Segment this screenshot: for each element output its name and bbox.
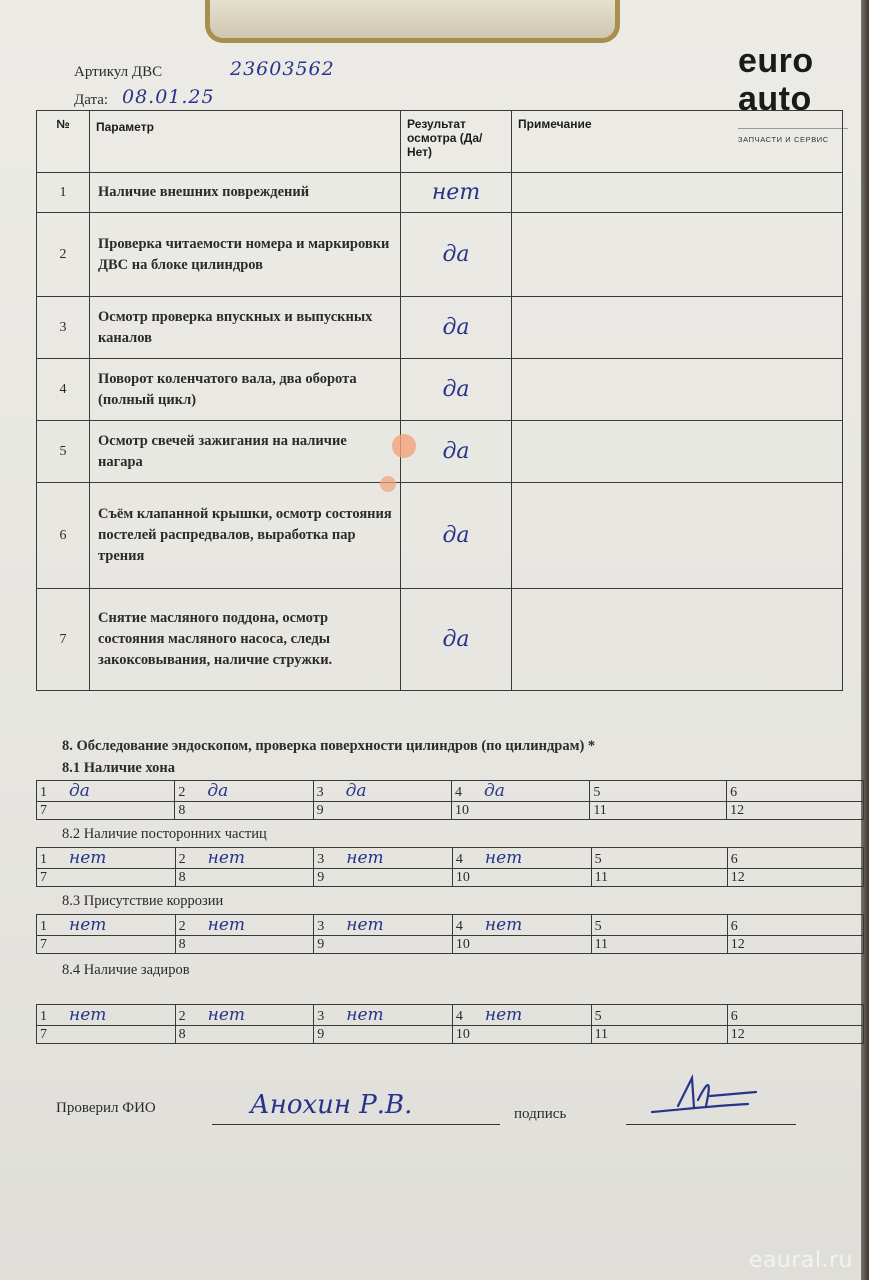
grid-cell: 5 — [590, 781, 727, 802]
cell-value: нет — [69, 848, 107, 868]
grid-cell: 6 — [727, 915, 863, 936]
row-param: Проверка читаемости номера и маркировки ДВС на блоке цилиндров — [90, 213, 401, 297]
grid-row — [37, 781, 864, 802]
grid-cell: 11 — [591, 1026, 727, 1044]
row-param: Осмотр свечей зажигания на наличие нагара — [90, 421, 401, 483]
grid-cell: 5 — [591, 1005, 727, 1026]
logo-line-2: auto — [738, 80, 812, 118]
grid-row — [37, 936, 864, 954]
row-param: Осмотр проверка впускных и выпускных каналов — [90, 297, 401, 359]
grid-cell: 10 — [451, 802, 589, 820]
clipboard-clip — [205, 0, 620, 43]
grid-cell: 12 — [727, 1026, 863, 1044]
header-result: Результат осмотра (Да/Нет) — [401, 111, 512, 173]
grid-cell: 3 нет — [314, 848, 453, 869]
grid-cell: 11 — [591, 936, 727, 954]
grid-cell: 10 — [452, 869, 591, 887]
table-header-row — [37, 111, 843, 173]
table-row — [37, 173, 843, 213]
grid-cell: 7 — [37, 869, 176, 887]
row-result: да — [401, 359, 512, 421]
grid-cell: 6 — [727, 1005, 863, 1026]
cell-value: нет — [484, 1005, 523, 1025]
cell-value: нет — [484, 848, 523, 868]
table-row — [37, 421, 843, 483]
cylinder-grid-8-1 — [36, 780, 864, 820]
table-row — [37, 359, 843, 421]
grid-cell: 8 — [175, 802, 313, 820]
grid-cell: 7 — [37, 1026, 176, 1044]
section-8-4-title: 8.4 Наличие задиров — [62, 962, 190, 978]
row-result: да — [401, 483, 512, 589]
grid-cell: 11 — [590, 802, 727, 820]
row-num: 2 — [37, 213, 90, 297]
row-num: 7 — [37, 589, 90, 691]
grid-cell: 2 нет — [175, 848, 314, 869]
row-result: да — [401, 589, 512, 691]
header-note: Примечание — [512, 111, 843, 173]
table-row — [37, 483, 843, 589]
grid-cell: 8 — [175, 936, 314, 954]
cell-value: нет — [207, 848, 246, 868]
cell-value: нет — [484, 915, 523, 935]
row-result: нет — [401, 173, 512, 213]
table-row — [37, 213, 843, 297]
grid-cell: 10 — [452, 1026, 591, 1044]
grid-cell: 12 — [727, 869, 863, 887]
cell-value: нет — [346, 848, 384, 868]
table-row — [37, 297, 843, 359]
cylinder-grid-8-2 — [36, 847, 864, 887]
grid-row — [37, 1026, 864, 1044]
cell-value: да — [69, 781, 90, 801]
grid-cell: 10 — [452, 936, 591, 954]
cell-value: да — [483, 781, 505, 801]
date-value: 08.01.25 — [122, 86, 215, 108]
cylinder-grid-8-4 — [36, 1004, 864, 1044]
grid-cell: 9 — [314, 1026, 453, 1044]
row-num: 3 — [37, 297, 90, 359]
grid-cell: 7 — [37, 936, 176, 954]
grid-cell: 4 нет — [452, 915, 591, 936]
row-note — [512, 589, 843, 691]
stain-mark — [374, 430, 434, 496]
logo-line-1: euro — [738, 42, 814, 80]
grid-row — [37, 848, 864, 869]
grid-cell: 1 нет — [37, 915, 176, 936]
grid-cell: 7 — [37, 802, 175, 820]
grid-cell: 3 нет — [314, 1005, 453, 1026]
grid-cell: 4 нет — [452, 848, 591, 869]
section-8-1-title: 8.1 Наличие хона — [62, 760, 176, 776]
row-result: да — [401, 421, 512, 483]
sheet-edge — [861, 0, 869, 1280]
grid-cell: 6 — [727, 781, 864, 802]
grid-cell: 8 — [175, 1026, 314, 1044]
grid-cell: 8 — [175, 869, 314, 887]
cell-value: нет — [207, 915, 246, 935]
cell-value: нет — [69, 1005, 107, 1025]
name-underline — [212, 1124, 500, 1125]
logo-tagline: ЗАПЧАСТИ И СЕРВИС — [738, 128, 848, 144]
cell-value: да — [207, 781, 229, 801]
article-value: 23603562 — [230, 58, 335, 80]
grid-cell: 12 — [727, 802, 864, 820]
signature-label: подпись — [514, 1106, 567, 1122]
row-result: да — [401, 297, 512, 359]
article-label: Артикул ДВС — [74, 64, 163, 80]
grid-cell: 2 да — [175, 781, 313, 802]
header-num: № — [37, 111, 90, 173]
grid-cell: 6 — [727, 848, 863, 869]
grid-cell: 2 нет — [175, 915, 314, 936]
inspection-table — [36, 110, 843, 691]
grid-cell: 9 — [314, 869, 453, 887]
grid-cell: 4 нет — [452, 1005, 591, 1026]
section-8-2-title: 8.2 Наличие посторонних частиц — [62, 826, 267, 842]
row-result: да — [401, 213, 512, 297]
handwritten-signature — [648, 1070, 768, 1122]
header-param: Параметр — [90, 111, 401, 173]
row-num: 5 — [37, 421, 90, 483]
row-note — [512, 421, 843, 483]
grid-cell: 2 нет — [175, 1005, 314, 1026]
row-param: Снятие масляного поддона, осмотр состояния масляного насоса, следы закоксовывания, наличие стружки. — [90, 589, 401, 691]
grid-cell: 9 — [314, 936, 453, 954]
grid-cell: 12 — [727, 936, 863, 954]
cell-value: да — [345, 781, 367, 801]
grid-row — [37, 1005, 864, 1026]
checked-by-value: Анохин Р.В. — [250, 1090, 413, 1120]
row-num: 1 — [37, 173, 90, 213]
row-note — [512, 359, 843, 421]
row-note — [512, 173, 843, 213]
grid-row — [37, 802, 864, 820]
signature-underline — [626, 1124, 796, 1125]
date-label: Дата: — [74, 92, 109, 108]
grid-row — [37, 915, 864, 936]
row-num: 6 — [37, 483, 90, 589]
row-param: Поворот коленчатого вала, два оборота (полный цикл) — [90, 359, 401, 421]
row-param: Наличие внешних повреждений — [90, 173, 401, 213]
cell-value: нет — [207, 1005, 246, 1025]
grid-row — [37, 869, 864, 887]
grid-cell: 1 нет — [37, 1005, 176, 1026]
grid-cell: 3 нет — [314, 915, 453, 936]
grid-cell: 4 да — [451, 781, 589, 802]
grid-cell: 11 — [591, 869, 727, 887]
checked-by-label: Проверил ФИО — [56, 1100, 156, 1116]
row-note — [512, 213, 843, 297]
grid-cell: 9 — [313, 802, 451, 820]
grid-cell: 3 да — [313, 781, 451, 802]
row-num: 4 — [37, 359, 90, 421]
watermark: eaural.ru — [748, 1248, 853, 1273]
cell-value: нет — [69, 915, 107, 935]
grid-cell: 5 — [591, 915, 727, 936]
row-param: Съём клапанной крышки, осмотр состояния постелей распредвалов, выработка пар трения — [90, 483, 401, 589]
endoscope-title: 8. Обследование эндоскопом, проверка поверхности цилиндров (по цилиндрам) * — [62, 738, 596, 754]
grid-cell: 1 нет — [37, 848, 176, 869]
cylinder-grid-8-3 — [36, 914, 864, 954]
row-note — [512, 297, 843, 359]
cell-value: нет — [346, 1005, 384, 1025]
grid-cell: 5 — [591, 848, 727, 869]
table-row — [37, 589, 843, 691]
cell-value: нет — [346, 915, 384, 935]
section-8-3-title: 8.3 Присутствие коррозии — [62, 893, 224, 909]
grid-cell: 1 да — [37, 781, 175, 802]
row-note — [512, 483, 843, 589]
